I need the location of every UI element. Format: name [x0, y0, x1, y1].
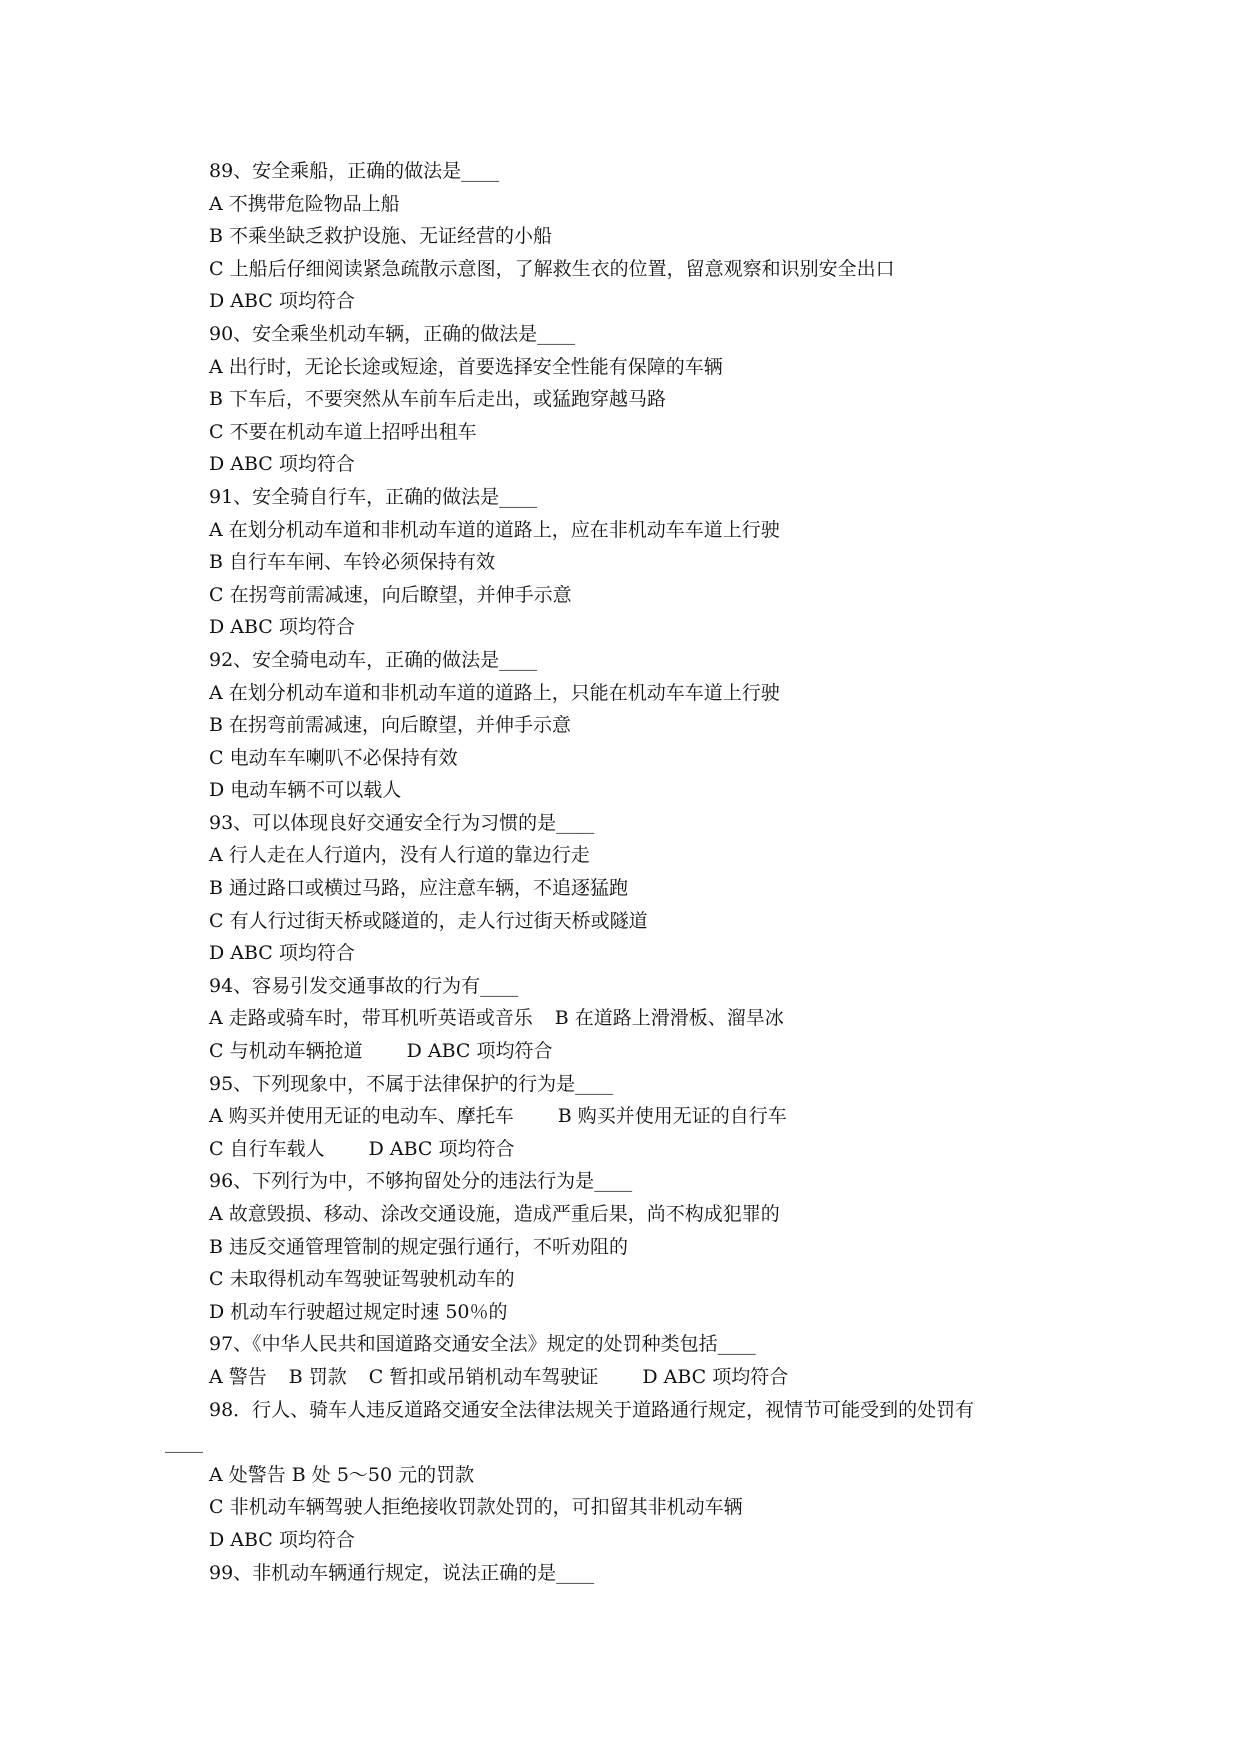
option-line-95-1 [209, 1100, 1109, 1133]
option-89-a: A 不携带危险物品上船 [209, 192, 400, 215]
question-stem-97: 97、《中华人民共和国道路交通安全法》规定的处罚种类包括____ [209, 1333, 756, 1356]
question-stem-92: 92、安全骑电动车，正确的做法是____ [209, 648, 538, 671]
option-91-b: B 自行车车闸、车铃必须保持有效 [209, 551, 496, 574]
option-94-a: A 走路或骑车时，带耳机听英语或音乐 [209, 1007, 533, 1030]
option-96-d: D 机动车行驶超过规定时速 50％的 [209, 1300, 508, 1323]
option-95-c: C 自行车载人 [209, 1137, 325, 1160]
question-stem-99: 99、非机动车辆通行规定，说法正确的是____ [209, 1561, 595, 1584]
question-stem-98-continuation: ____ [165, 1431, 203, 1454]
question-stem-90: 90、安全乘坐机动车辆，正确的做法是____ [209, 322, 576, 345]
option-90-d: D ABC 项均符合 [209, 453, 355, 476]
option-95-a: A 购买并使用无证的电动车、摩托车 [209, 1105, 514, 1128]
question-stem-91: 91、安全骑自行车，正确的做法是____ [209, 485, 538, 508]
option-93-d: D ABC 项均符合 [209, 942, 355, 965]
option-92-b: B 在拐弯前需减速，向后瞭望，并伸手示意 [209, 714, 572, 737]
option-line-95-2 [209, 1133, 1109, 1166]
option-95-d: D ABC 项均符合 [368, 1137, 515, 1160]
question-stem-96: 96、下列行为中，不够拘留处分的违法行为是____ [209, 1170, 633, 1193]
option-92-a: A 在划分机动车道和非机动车道的道路上，只能在机动车车道上行驶 [209, 681, 780, 704]
option-94-c: C 与机动车辆抢道 [209, 1040, 363, 1063]
option-97-d: D ABC 项均符合 [642, 1365, 789, 1388]
option-98-d: D ABC 项均符合 [209, 1528, 355, 1551]
option-90-a: A 出行时，无论长途或短途，首要选择安全性能有保障的车辆 [209, 355, 723, 378]
option-89-b: B 不乘坐缺乏救护设施、无证经营的小船 [209, 225, 553, 248]
option-91-c: C 在拐弯前需减速，向后瞭望，并伸手示意 [209, 583, 572, 606]
option-89-c: C 上船后仔细阅读紧急疏散示意图，了解救生衣的位置，留意观察和识别安全出口 [209, 257, 895, 280]
option-89-d: D ABC 项均符合 [209, 290, 355, 313]
option-line-94-1 [209, 1002, 1109, 1035]
option-97-c: C 暂扣或吊销机动车驾驶证 [368, 1365, 599, 1388]
option-93-c: C 有人行过街天桥或隧道的，走人行过街天桥或隧道 [209, 909, 648, 932]
option-97-b: B 罚款 [288, 1365, 347, 1388]
option-92-d: D 电动车辆不可以载人 [209, 779, 402, 802]
option-95-b: B 购买并使用无证的自行车 [557, 1105, 787, 1128]
option-90-c: C 不要在机动车道上招呼出租车 [209, 420, 477, 443]
option-96-c: C 未取得机动车驾驶证驾驶机动车的 [209, 1268, 515, 1291]
question-stem-94: 94、容易引发交通事故的行为有____ [209, 974, 519, 997]
question-stem-95: 95、下列现象中，不属于法律保护的行为是____ [209, 1072, 614, 1095]
option-94-b: B 在道路上滑滑板、溜旱冰 [554, 1007, 784, 1030]
option-93-a: A 行人走在人行道内，没有人行道的靠边行走 [209, 844, 590, 867]
question-stem-89: 89、安全乘船，正确的做法是____ [209, 160, 500, 182]
option-98-c: C 非机动车辆驾驶人拒绝接收罚款处罚的，可扣留其非机动车辆 [209, 1496, 743, 1519]
question-list [165, 155, 1109, 1589]
option-96-b: B 违反交通管理管制的规定强行通行，不听劝阻的 [209, 1235, 629, 1258]
option-92-c: C 电动车车喇叭不必保持有效 [209, 746, 458, 769]
option-96-a: A 故意毁损、移动、涂改交通设施，造成严重后果，尚不构成犯罪的 [209, 1203, 780, 1225]
question-stem-98: 98．行人、骑车人违反道路交通安全法律法规关于道路通行规定，视情节可能受到的处罚有 [209, 1398, 975, 1421]
option-line-94-2 [209, 1035, 1109, 1068]
option-98-ab: A 处警告 B 处 5～50 元的罚款 [209, 1463, 475, 1486]
option-94-d: D ABC 项均符合 [406, 1040, 553, 1063]
option-91-d: D ABC 项均符合 [209, 616, 355, 639]
question-stem-93: 93、可以体现良好交通安全行为习惯的是____ [209, 811, 595, 834]
option-line-97-1 [209, 1361, 1109, 1394]
option-93-b: B 通过路口或横过马路，应注意车辆，不追逐猛跑 [209, 877, 629, 900]
option-91-a: A 在划分机动车道和非机动车道的道路上，应在非机动车车道上行驶 [209, 518, 780, 541]
option-90-b: B 下车后，不要突然从车前车后走出，或猛跑穿越马路 [209, 388, 667, 411]
option-97-a: A 警告 [209, 1365, 267, 1388]
